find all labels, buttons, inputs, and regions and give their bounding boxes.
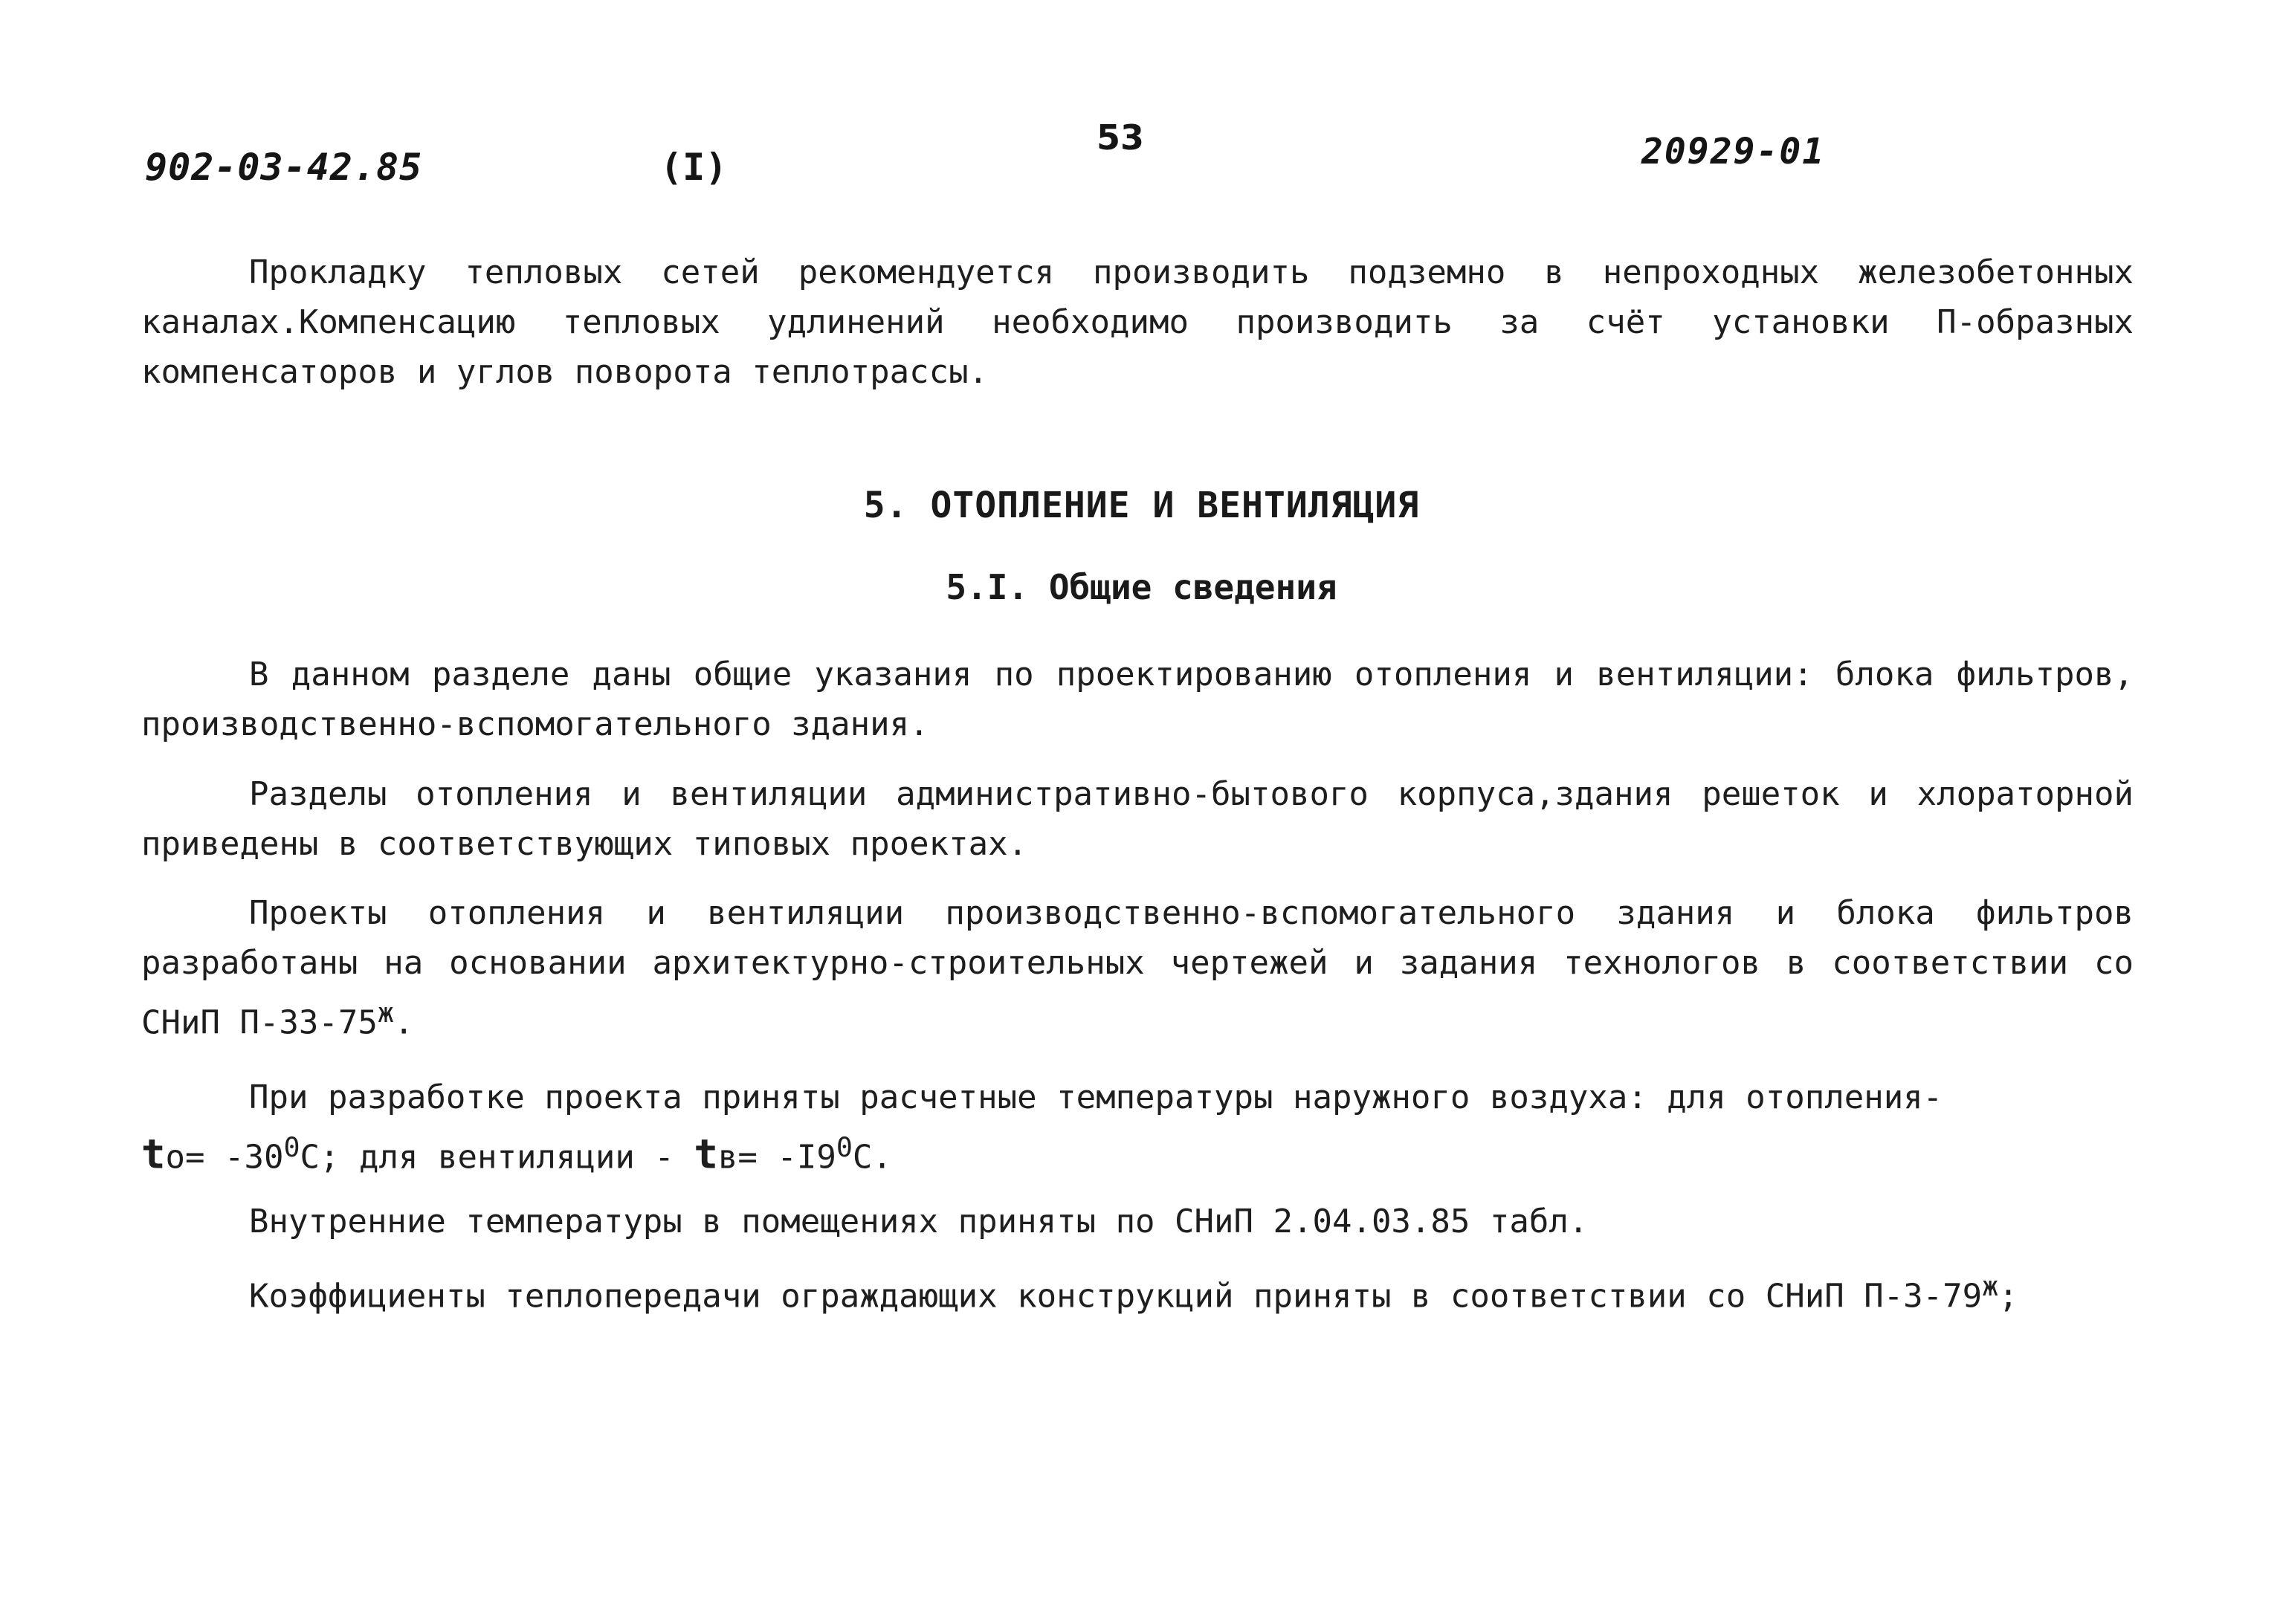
paragraph-design-basis bbox=[141, 888, 2134, 1048]
page-number: 53 bbox=[1097, 117, 1145, 158]
design-temperatures-intro: При разработке проекта приняты расчетные температуры наружного воздуха: для отопления- bbox=[249, 1078, 1943, 1116]
design-basis-superscript: ж bbox=[377, 997, 394, 1029]
sheet-code: 20929-01 bbox=[1641, 131, 1826, 172]
paragraph-design-temperatures bbox=[141, 1073, 2134, 1183]
paragraph-heat-networks: Прокладку тепловых сетей рекомендуется производить подземно в непроходных железобетонных каналах.Компенсацию тепловых удлинений необходимо производить за счёт установки П-образных компенсаторов и углов поворота теплотрассы. bbox=[141, 253, 2134, 391]
document-code: 902-03-42.85 bbox=[145, 146, 423, 189]
heat-transfer-end: ; bbox=[1998, 1277, 2018, 1316]
heating-temp-subscript: о bbox=[165, 1138, 186, 1177]
paragraph-internal-temperatures: Внутренние температуры в помещениях приняты по СНиП 2.04.03.85 табл. bbox=[249, 1203, 1589, 1240]
design-basis-text: Проекты отопления и вентиляции производственно-вспомогательного здания и блока фильтров разработаны на основании архитектурно-строительных чертежей и задания технологов в соответствии со СНиП П-33-75 bbox=[141, 894, 2134, 1042]
heat-transfer-text: Коэффициенты теплопередачи ограждающих конструкций приняты в соответствии со СНиП П-3-79 bbox=[249, 1277, 1983, 1316]
heating-temp-degree: 0 bbox=[283, 1131, 300, 1163]
ventilation-temp-unit: С. bbox=[852, 1138, 892, 1177]
paragraph-general-instructions: В данном разделе даны общие указания по проектированию отопления и вентиляции: блока фильтров, производственно-вспомогательного здания. bbox=[141, 656, 2134, 743]
heating-temp-symbol: t bbox=[141, 1130, 166, 1178]
heat-transfer-superscript: ж bbox=[1982, 1270, 1999, 1302]
ventilation-temp-value: = -I9 bbox=[737, 1138, 836, 1177]
heating-temp-value: = -30 bbox=[185, 1138, 284, 1177]
subsection-heading: 5.I. Общие сведения bbox=[946, 567, 1337, 607]
ventilation-temp-degree: 0 bbox=[836, 1131, 853, 1163]
part-number: (I) bbox=[660, 146, 728, 189]
section-heading: 5. ОТОПЛЕНИЕ И ВЕНТИЛЯЦИЯ bbox=[863, 485, 1420, 526]
paragraph-heat-transfer bbox=[141, 1261, 2134, 1321]
ventilation-temp-subscript: в bbox=[717, 1138, 738, 1177]
paragraph-standard-projects: Разделы отопления и вентиляции административно-бытового корпуса,здания решеток и хлораторной приведены в соответствующих типовых проектах. bbox=[141, 775, 2134, 863]
ventilation-temp-symbol: t bbox=[694, 1130, 718, 1178]
design-basis-end: . bbox=[393, 1003, 414, 1042]
heating-temp-unit: С; для вентиляции - bbox=[300, 1138, 674, 1177]
